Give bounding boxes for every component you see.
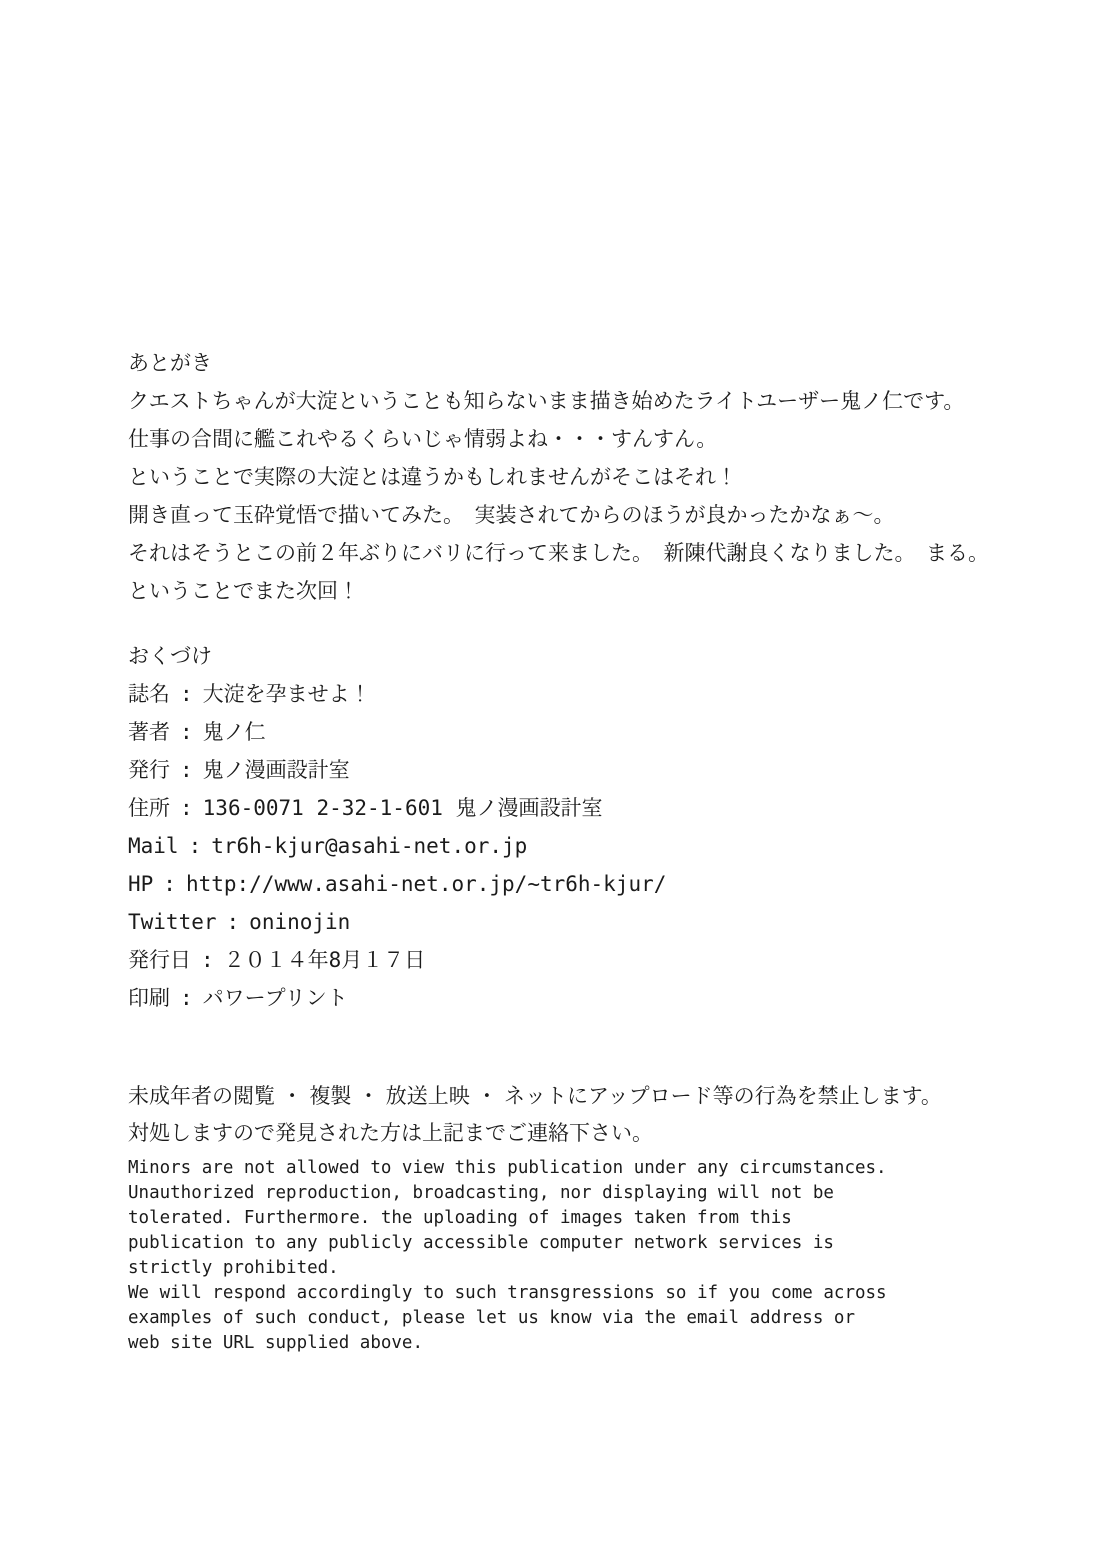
notice-en-line: Minors are not allowed to view this publication under any circumstances. bbox=[128, 1158, 887, 1178]
colophon-entry-printer bbox=[128, 979, 666, 1017]
colophon-section bbox=[128, 637, 666, 1017]
afterword-heading: あとがき bbox=[128, 351, 212, 375]
colophon-entry-value: 鬼ノ漫画設計室 bbox=[202, 758, 350, 782]
colophon-entry-publisher bbox=[128, 751, 666, 789]
afterword-line: それはそうとこの前２年ぶりにバリに行って来ました。 新陳代謝良くなりました。 まる。 bbox=[128, 541, 989, 565]
colophon-entry-separator: : bbox=[163, 872, 176, 896]
colophon-entry-value: 大淀を孕ませよ！ bbox=[202, 682, 371, 706]
colophon-entry-separator: : bbox=[201, 948, 214, 972]
colophon-entry-label: 発行 bbox=[128, 758, 170, 782]
afterword-line: 開き直って玉砕覚悟で描いてみた。 実装されてからのほうが良かったかなぁ～。 bbox=[128, 503, 895, 527]
notice-en-line: tolerated. Furthermore. the uploading of images taken from this bbox=[128, 1208, 792, 1228]
colophon-entry-label: 著者 bbox=[128, 720, 170, 744]
colophon-entry-label: HP bbox=[128, 872, 154, 896]
afterword-line: ということでまた次回！ bbox=[128, 579, 359, 603]
colophon-entry-label: 印刷 bbox=[128, 986, 170, 1010]
afterword-line: 仕事の合間に艦これやるくらいじゃ情弱よね・・・すんすん。 bbox=[128, 427, 718, 451]
colophon-entry-publish-date bbox=[128, 941, 666, 979]
notice-jp-line: 未成年者の閲覧 ・ 複製 ・ 放送上映 ・ ネットにアップロード等の行為を禁止します。 bbox=[128, 1084, 942, 1108]
colophon-entry-separator: : bbox=[180, 682, 193, 706]
colophon-entry-separator: : bbox=[188, 834, 202, 858]
notice-en-line: We will respond accordingly to such transgressions so if you come across bbox=[128, 1283, 887, 1303]
colophon-entry-value: http://www.asahi-net.or.jp/~tr6h-kjur/ bbox=[185, 872, 667, 896]
notice-en-line: strictly prohibited. bbox=[128, 1258, 339, 1278]
colophon-heading: おくづけ bbox=[128, 644, 212, 668]
colophon-entry-value: ２０１４年8月１７日 bbox=[223, 948, 426, 972]
colophon-entry-hp bbox=[128, 865, 666, 903]
notice-en-line: publication to any publicly accessible computer network services is bbox=[128, 1233, 834, 1253]
afterword-line: ということで実際の大淀とは違うかもしれませんがそこはそれ！ bbox=[128, 465, 737, 489]
colophon-entry-label: Mail bbox=[128, 834, 179, 858]
notice-japanese-section bbox=[128, 1078, 942, 1152]
colophon-entry-label: Twitter bbox=[128, 910, 217, 934]
notice-en-line: examples of such conduct, please let us know via the email address or bbox=[128, 1308, 855, 1328]
colophon-entry-label: 発行日 bbox=[128, 948, 191, 972]
colophon-entry-label: 誌名 bbox=[128, 682, 170, 706]
colophon-entry-value: oninojin bbox=[249, 910, 351, 934]
colophon-entry-value: パワープリント bbox=[202, 986, 348, 1010]
colophon-entry-value: 136-0071 2-32-1-601 鬼ノ漫画設計室 bbox=[202, 796, 603, 820]
colophon-entry-separator: : bbox=[180, 758, 193, 782]
notice-english-section bbox=[128, 1156, 887, 1356]
colophon-entry-separator: : bbox=[180, 720, 193, 744]
colophon-entry-address bbox=[128, 789, 666, 827]
notice-en-line: Unauthorized reproduction, broadcasting, nor displaying will not be bbox=[128, 1183, 834, 1203]
colophon-entry-author bbox=[128, 713, 666, 751]
afterword-section bbox=[128, 344, 989, 610]
notice-en-line: web site URL supplied above. bbox=[128, 1333, 424, 1353]
colophon-entry-mail bbox=[128, 827, 666, 865]
colophon-entry-separator: : bbox=[180, 986, 193, 1010]
colophon-entry-twitter bbox=[128, 903, 666, 941]
colophon-entry-title bbox=[128, 675, 666, 713]
colophon-entry-value: 鬼ノ仁 bbox=[202, 720, 266, 744]
colophon-entry-separator: : bbox=[226, 910, 240, 934]
colophon-entry-value: tr6h-kjur@asahi-net.or.jp bbox=[211, 834, 528, 858]
afterword-line: クエストちゃんが大淀ということも知らないまま描き始めたライトユーザー鬼ノ仁です。 bbox=[128, 389, 965, 413]
colophon-entry-separator: : bbox=[180, 796, 193, 820]
notice-jp-line: 対処しますので発見された方は上記までご連絡下さい。 bbox=[128, 1121, 653, 1145]
colophon-entry-label: 住所 bbox=[128, 796, 170, 820]
